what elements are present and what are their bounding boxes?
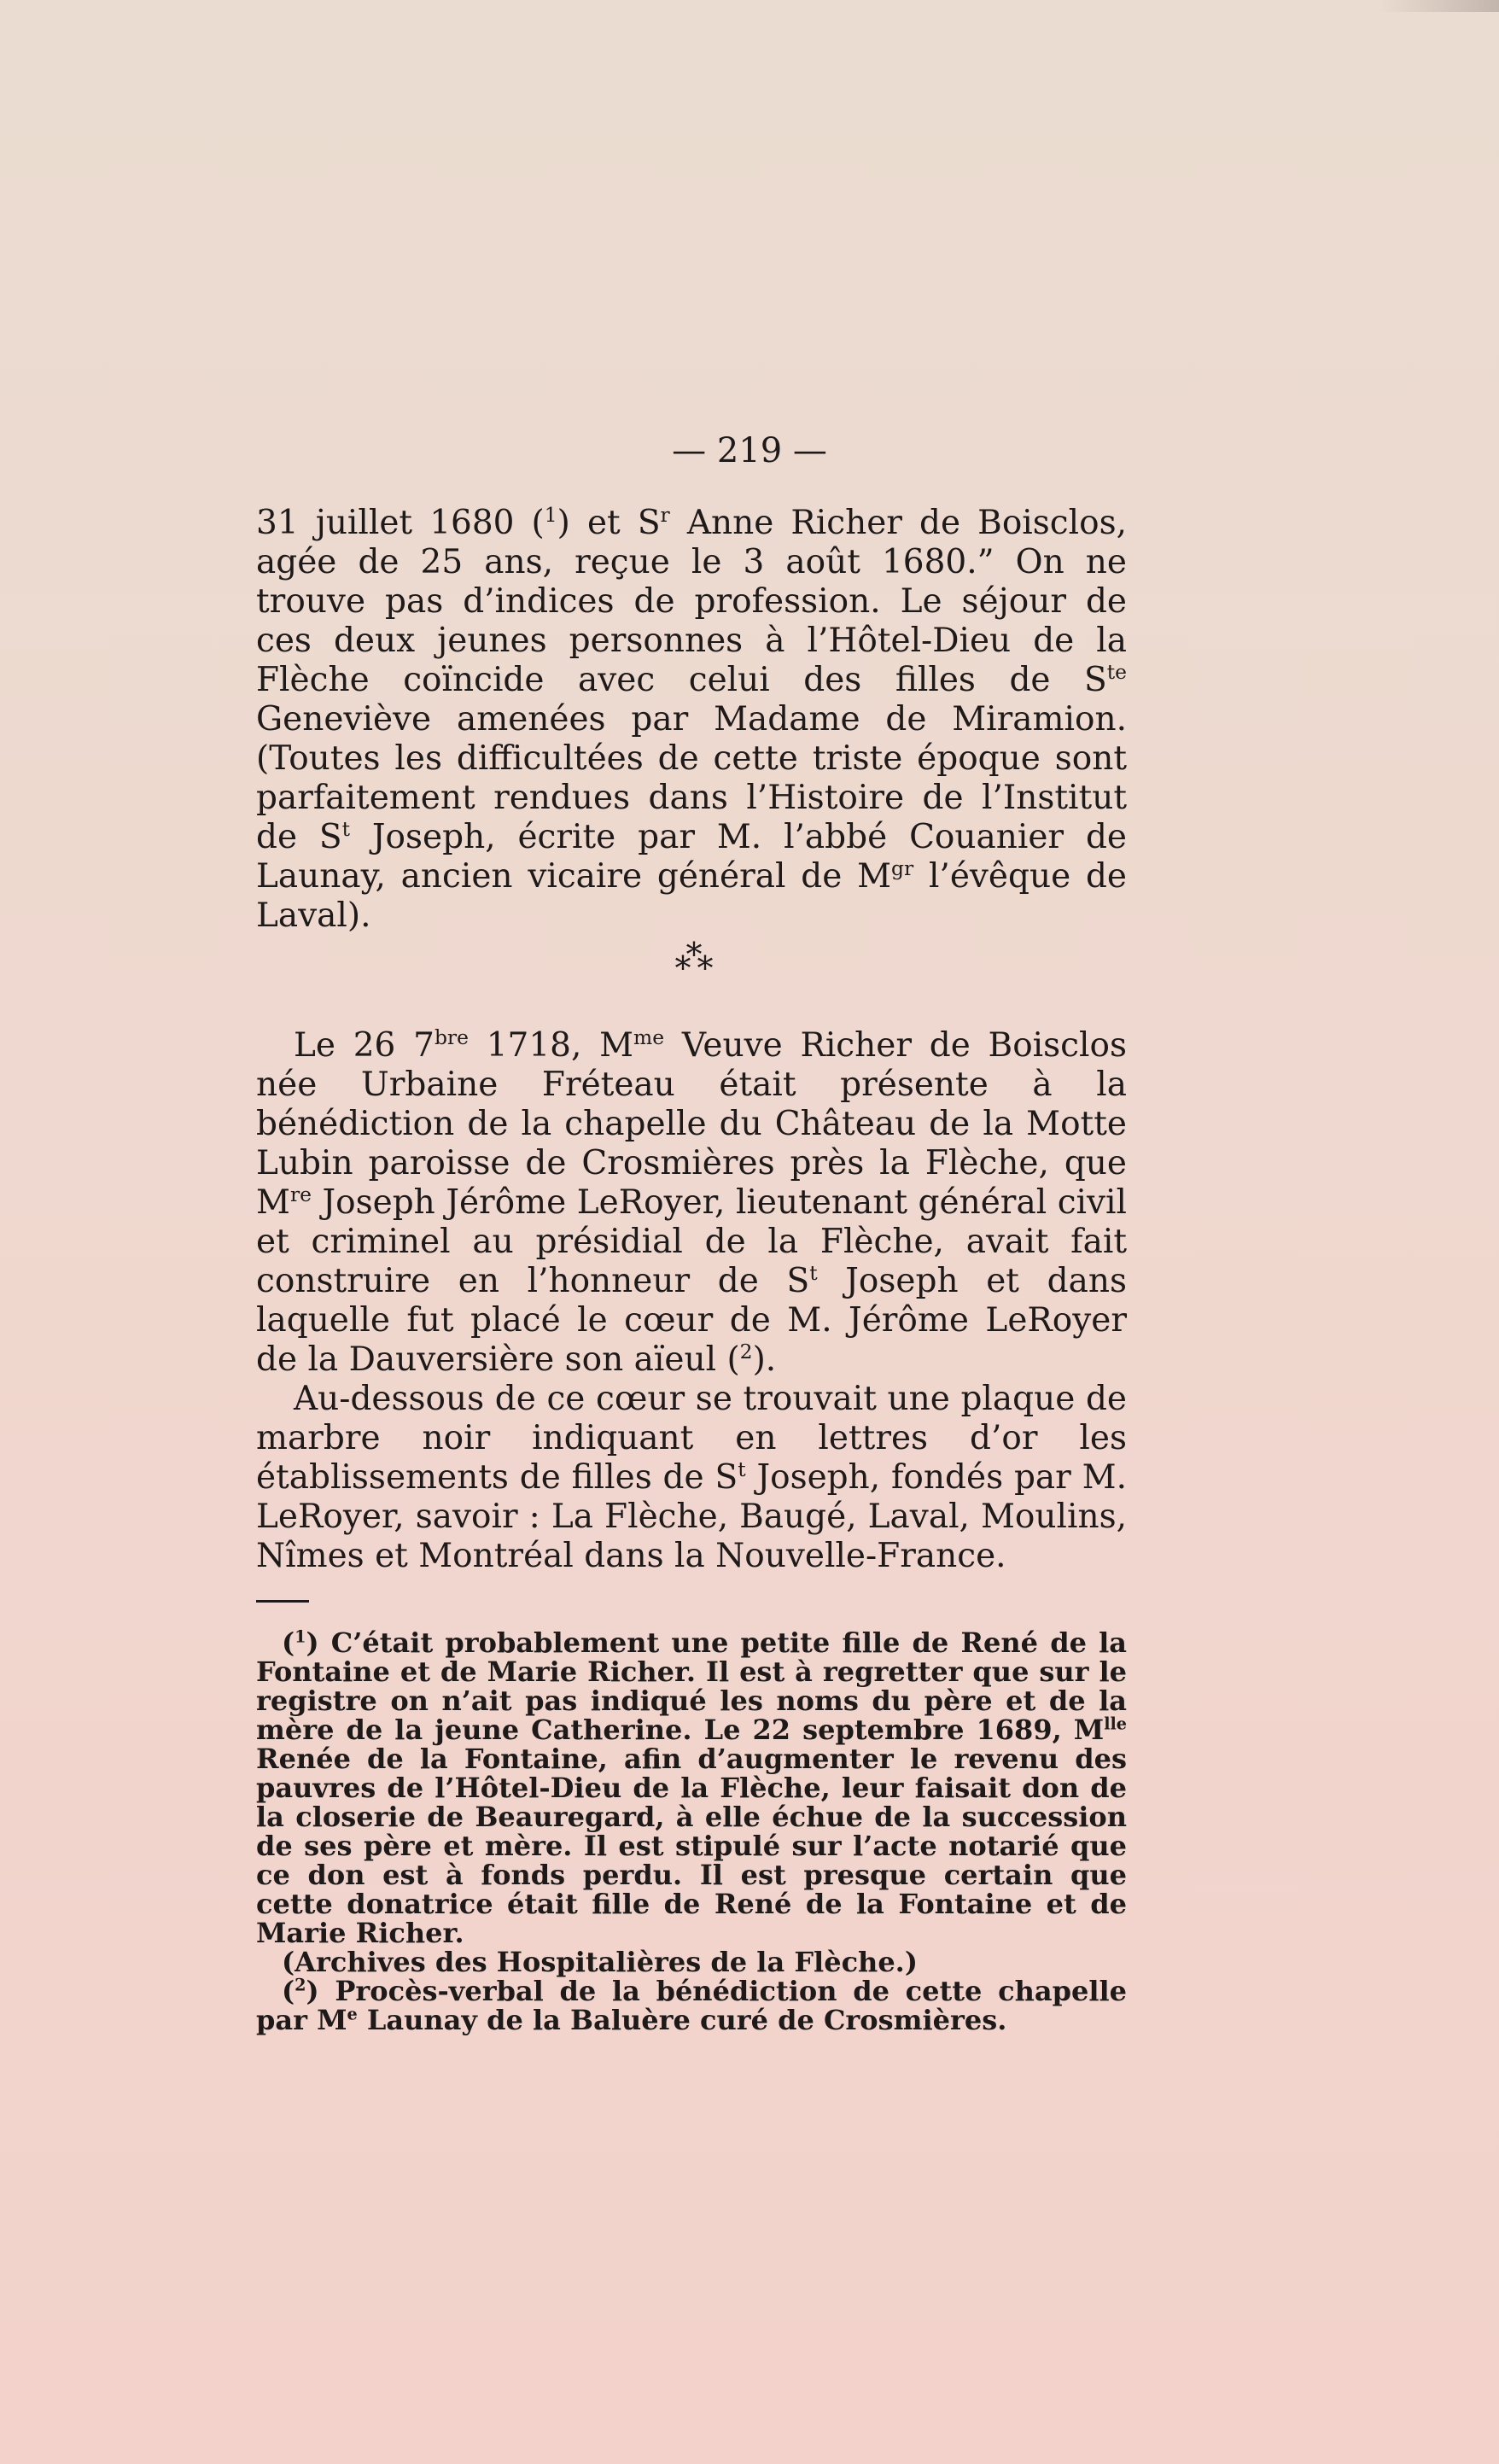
superscript: 2 (295, 1975, 306, 1995)
superscript: gr (891, 856, 914, 880)
superscript: 1 (544, 503, 557, 527)
section-separator-asterism: *** (674, 936, 709, 987)
superscript: te (1106, 660, 1127, 684)
superscript: 1 (295, 1626, 306, 1647)
main-text (256, 504, 1127, 2035)
paragraph: 31 juillet 1680 ($^1$) et $S^r$ Anne Richer de Boisclos, agée de 25 ans, reçue le 3 août 1680.” On ne trouve pas d’indices de profession. Le séjour de ces deux jeunes personnes à l’Hôtel-Dieu de la Flèche coïncide avec celui des filles de $S^{te}$ Geneviève amenées par Madame de Miramion. (Toutes les difficultées de cette triste époque sont parfaitement rendues dans l’Histoire de l’Institut de $S^t$ Joseph, écrite par M. l’abbé Couanier de Launay, ancien vicaire général de $M^{gr}$ l’évêque de Laval). (256, 503, 1128, 935)
superscript: bre (434, 1025, 469, 1049)
superscript: t (341, 817, 351, 841)
superscript: 2 (739, 1340, 753, 1363)
superscript: e (347, 2004, 358, 2024)
superscript: re (289, 1182, 312, 1206)
paragraph: Au-dessous de ce cœur se trouvait une plaque de marbre noir indiquant en lettres d’or les établissements de filles de $S^t$ Joseph, fondés par M. LeRoyer, savoir : La Flèche, Baugé, Laval, Moulins, Nîmes et Montréal dans la Nouvelle-France. (256, 1380, 1127, 1575)
superscript: me (633, 1025, 665, 1049)
footnote: ($^1$) C’était probablement une petite fille de René de la Fontaine et de Marie Richer. Il est à regretter que sur le registre on n’ait pas indiqué les noms du père et de la mère de la jeune Catherine. Le 22 septembre 1689, $M^{lle}$ Renée de la Fontaine, afin d’augmenter le revenu des pauvres de l’Hôtel-Dieu de la Flèche, leur faisait don de la closerie de Beauregard, à elle échue de la succession de ses père et mère. Il est stipulé sur l’acte notarié que ce don est à fonds perdu. Il est presque certain que cette donatrice était fille de René de la Fontaine et de Marie Richer. (256, 1626, 1127, 1949)
superscript: t (738, 1457, 746, 1481)
paragraph: Le 26 $7^{bre}$ 1718, $M^{me}$ Veuve Richer de Boisclos née Urbaine Fréteau était présente à la bénédiction de la chapelle du Château de la Motte Lubin paroisse de Crosmières près la Flèche, que Mre Joseph Jérôme LeRoyer, lieutenant général civil et criminel au présidial de la Flèche, avait fait construire en l’honneur de $S^t$ Joseph et dans laquelle fut placé le cœur de M. Jérôme LeRoyer de la Dauversière son aïeul ($^2$). (256, 1025, 1127, 1379)
page-number: — 219 — (672, 431, 827, 470)
footnote-source: (Archives des Hospitalières de la Flèche.) (282, 1946, 918, 1978)
page-edge-shadow (1379, 0, 1499, 12)
superscript: t (809, 1261, 818, 1285)
superscript: r (660, 503, 670, 527)
footnote: ($^2$) Procès-verbal de la bénédiction de cette chapelle par Me Launay de la Baluère curé de Crosmières. (256, 1975, 1127, 2036)
footnotes (256, 1628, 1127, 2035)
superscript: lle (1104, 1714, 1127, 1734)
footnote-rule (256, 1600, 309, 1603)
